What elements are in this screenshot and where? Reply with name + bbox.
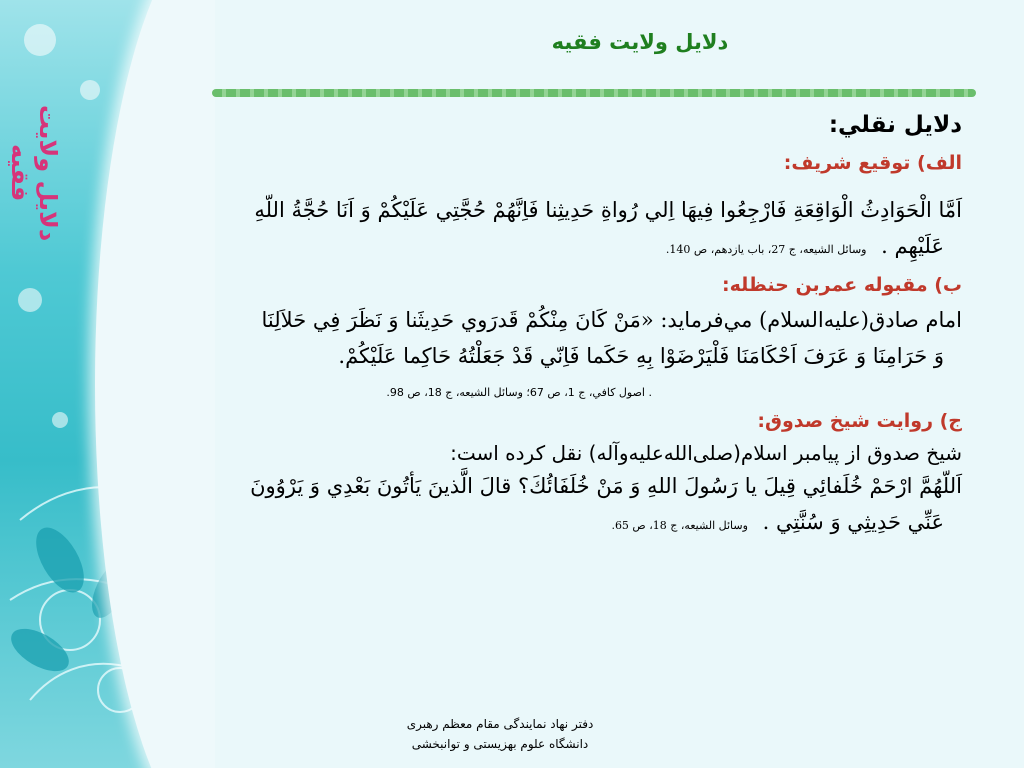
page-title: دلایل ولایت فقیه (551, 30, 729, 54)
subsection-a-reference: وسائل الشيعه، ج 27، باب يازدهم، ص 140. (665, 243, 867, 256)
footer-line-2: دانشگاه علوم بهزیستی و توانبخشی (411, 737, 589, 751)
subsection-b-title: ب) مقبوله عمربن حنظله: (722, 274, 962, 296)
subsection-c-reference: وسائل الشيعه، ج 18، ص 65. (611, 519, 748, 532)
subsection-a-text-continued (180, 228, 962, 268)
subsection-a-text: اَمَّا الْحَوَادِثُ الْوَاقِعَةِ فَارْجِعُوا فِيهَا اِلي رُواةِ حَدِيثِنا فَاِنَّهُمْ حُجَّتِي عَلَيْكُمْ وَ اَنَا حُجَّةُ اللّهِ (254, 198, 962, 222)
subsection-b-text: امام صادق(عليه‌السلام) مي‌فرمايد: «مَنْ كَانَ مِنْكُمْ قَدرَوي حَدِيثَنا وَ نَظَرَ فِي حَلاَلِنَا (261, 308, 962, 332)
subsection-c-text: اَللّهُمَّ ارْحَمْ خُلَفائِي قِيلَ يا رَسُولَ اللهِ وَ مَنْ خُلَفَائُكَ؟ قالَ الَّذينَ يَأتُونَ بَعْدِي وَ يَرْوُونَ (250, 474, 962, 498)
subsection-c-text-continued (180, 504, 962, 544)
subsection-b-reference: . اصول كافي، ج 1، ص 67؛ وسائل الشيعه، ج 18، ص 98. (386, 386, 652, 399)
subsection-c-text-end: عَنِّي حَدِيثِي وَ سُنَّتِي . (762, 510, 944, 534)
side-title: دلایل ولایت فقیه (6, 104, 62, 242)
footer (350, 714, 650, 754)
section-heading: دلايل نقلي: (828, 112, 962, 138)
footer-line-1: دفتر نهاد نمایندگی مقام معظم رهبری (406, 717, 594, 731)
subsection-c-intro: شيخ صدوق از پيامبر اسلام(صلی‌الله‌علیه‌وآله) نقل كرده است: (450, 441, 962, 465)
subsection-a-title: الف) توقيع شريف: (783, 152, 962, 174)
slide-content (180, 112, 962, 544)
subsection-b-text-continued: وَ حَرَامِنَا وَ عَرَفَ اَحْكَامَنَا فَلْيَرْضَوْا بِهِ حَكَما فَاِنّي قَدْ جَعَلْتُهُ حَاكِما عَلَيْكُمْ. (338, 344, 944, 368)
subsection-a-text-end: عَلَيْهِم . (881, 234, 944, 258)
subsection-c-title: ج) روايت شيخ صدوق: (757, 410, 962, 432)
title-divider (212, 89, 976, 97)
